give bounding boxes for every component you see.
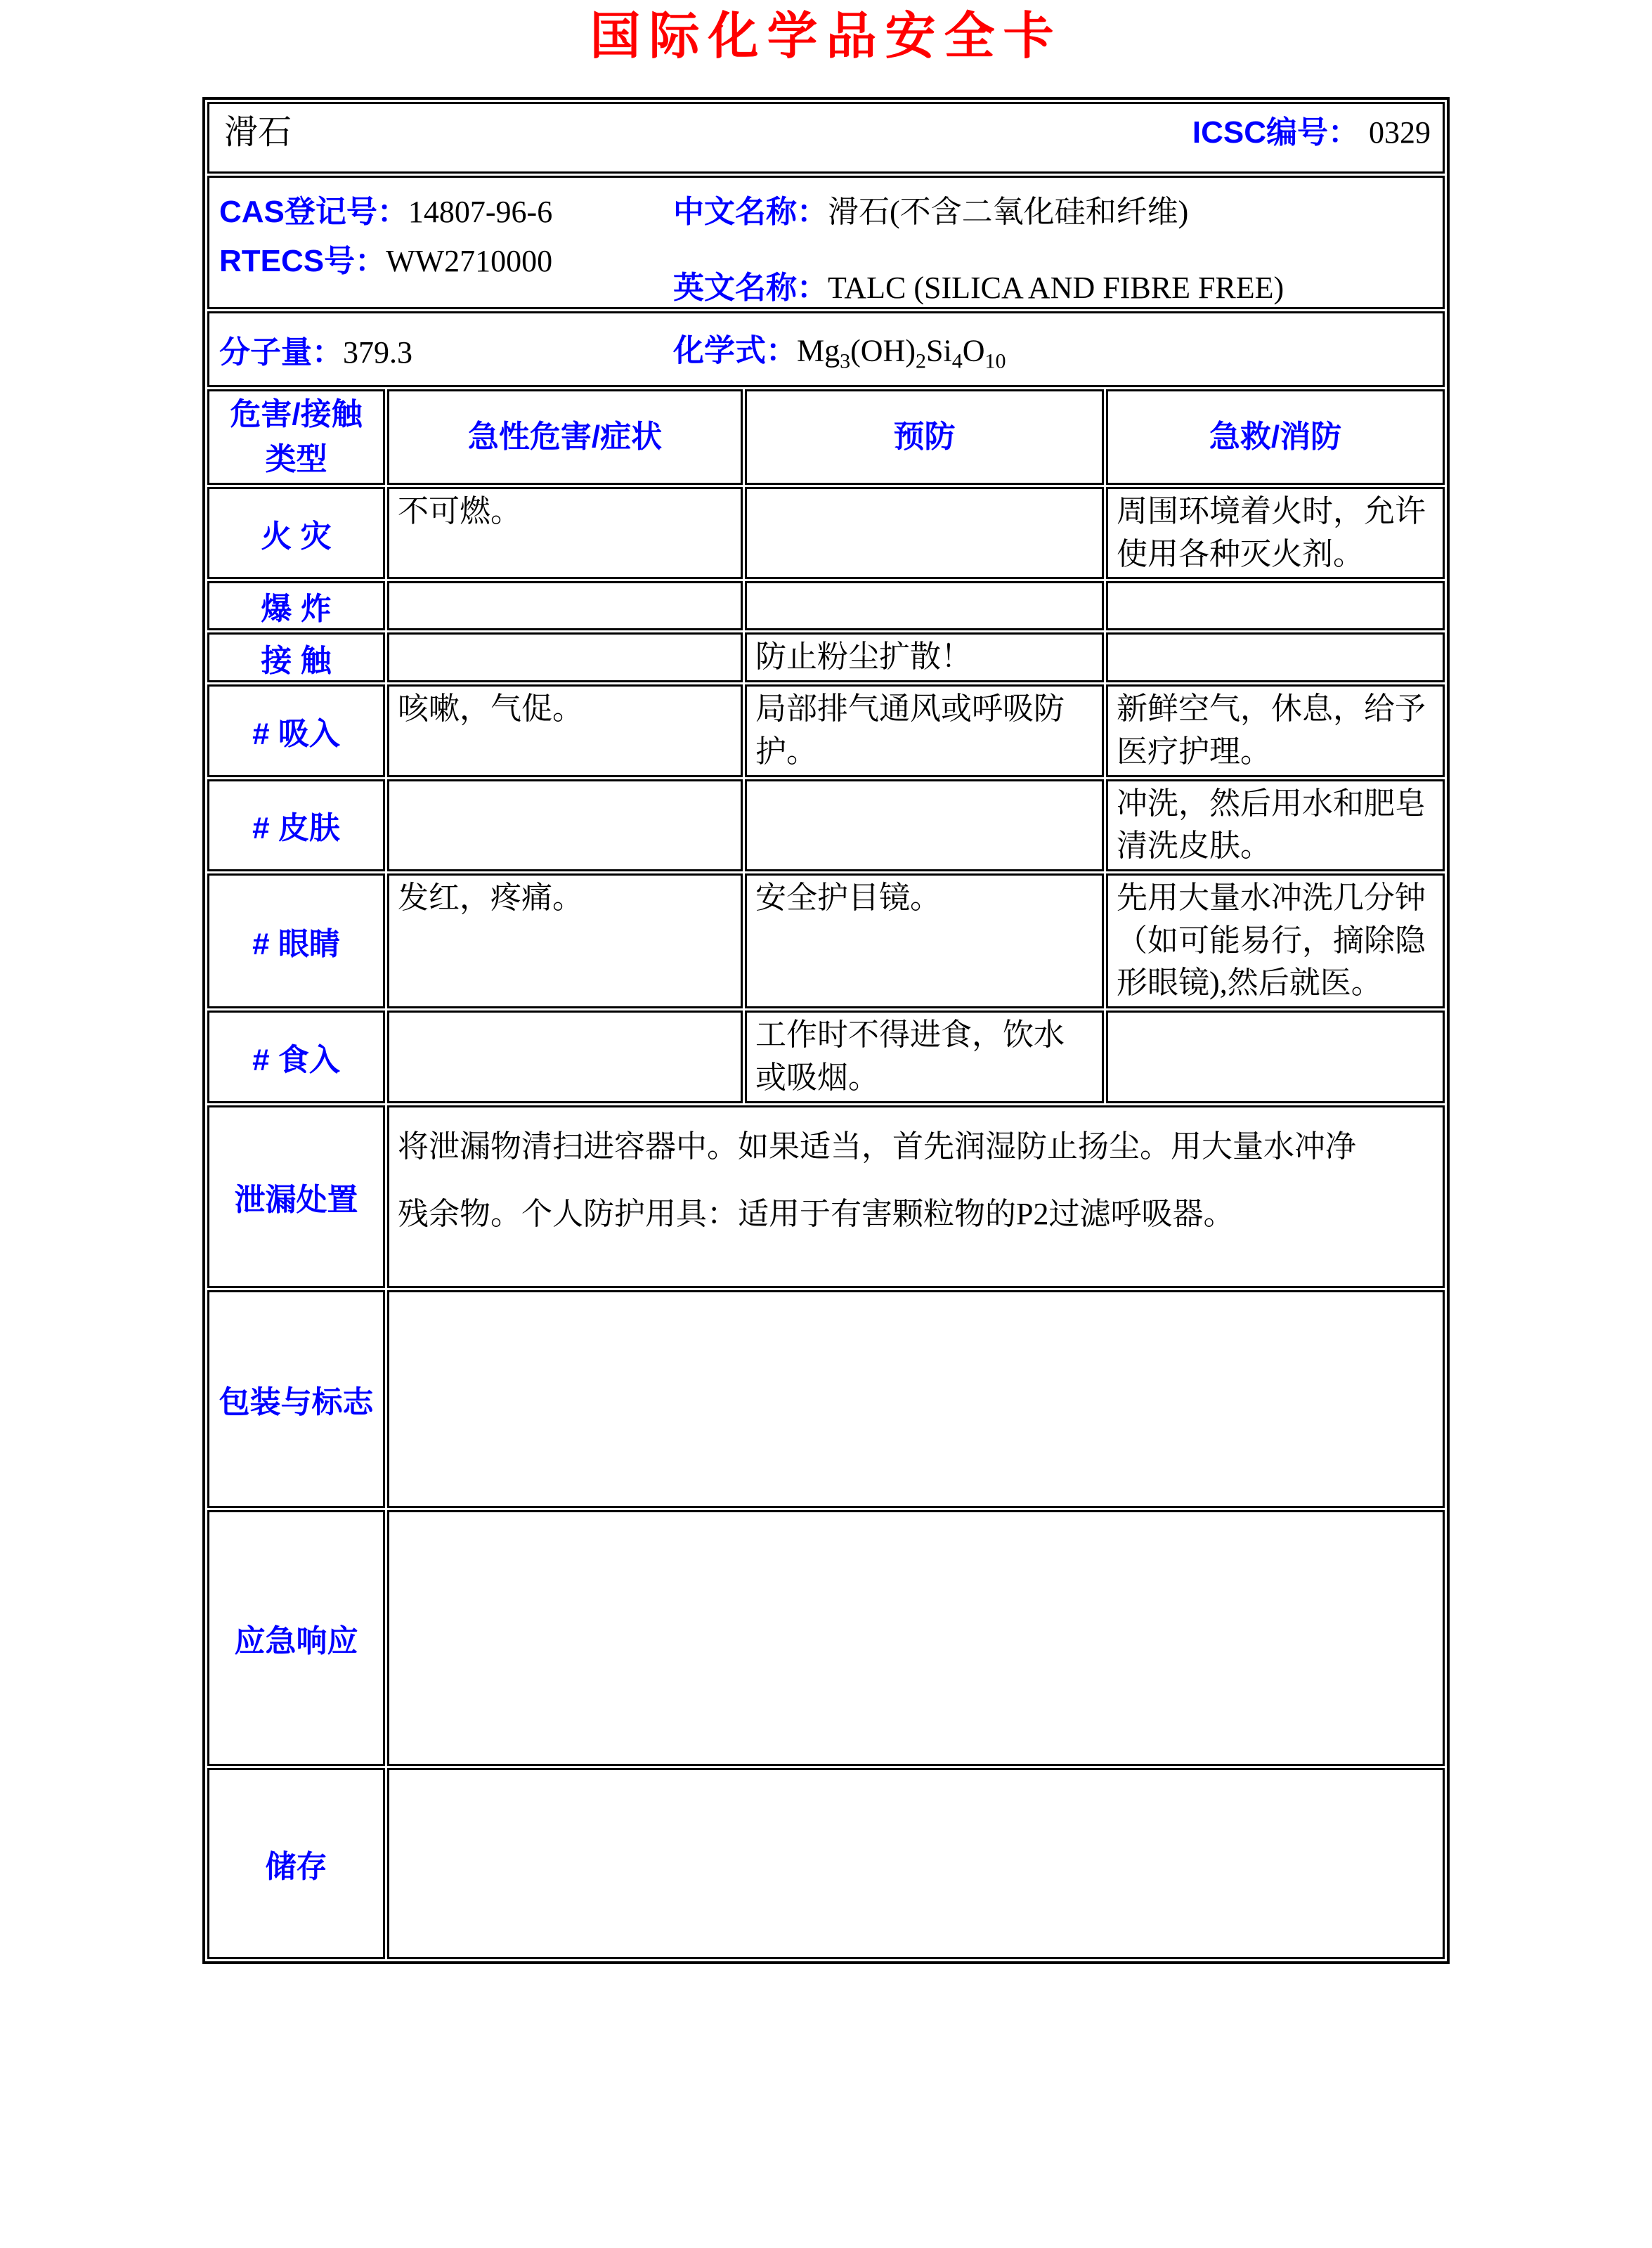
cas-label: CAS登记号： bbox=[219, 195, 408, 229]
card-header-content bbox=[210, 105, 1442, 153]
firstaid-cell: 先用大量水冲洗几分钟（如可能易行，摘除隐形眼镜),然后就医。 bbox=[1106, 873, 1445, 1008]
formula-line bbox=[673, 325, 1006, 374]
symptoms-cell bbox=[387, 779, 743, 871]
formula-row bbox=[207, 311, 1445, 387]
hazard-row-inhalation bbox=[207, 684, 1445, 777]
hazard-type-cell: 火 灾 bbox=[207, 487, 385, 579]
hazard-row-skin bbox=[207, 779, 1445, 871]
firstaid-cell bbox=[1106, 581, 1445, 630]
hazard-header-type: 危害/接触 类型 bbox=[207, 389, 385, 485]
symptoms-cell bbox=[387, 1011, 743, 1103]
icsc-card-table bbox=[202, 97, 1450, 1964]
rtecs-value: WW2710000 bbox=[386, 244, 553, 278]
firstaid-cell bbox=[1106, 1011, 1445, 1103]
hazard-type-cell: # 眼睛 bbox=[207, 873, 385, 1008]
firstaid-cell: 周围环境着火时，允许使用各种灭火剂。 bbox=[1106, 487, 1445, 579]
section-label-cell: 泄漏处置 bbox=[207, 1105, 385, 1288]
hazard-type-cell: # 吸入 bbox=[207, 684, 385, 777]
english-name-label: 英文名称： bbox=[673, 271, 828, 305]
symptoms-cell: 咳嗽，气促。 bbox=[387, 684, 743, 777]
formula-cell bbox=[207, 311, 1445, 387]
icsc-number-value: 0329 bbox=[1369, 115, 1431, 150]
identification-row bbox=[207, 176, 1445, 309]
section-content-cell bbox=[387, 1290, 1445, 1508]
chemical-formula: $Mg_3(OH)_2Si_4O_{10}$ bbox=[797, 333, 1006, 373]
hazard-header-symptoms: 急性危害/症状 bbox=[387, 389, 743, 485]
card-header-cell bbox=[207, 102, 1445, 174]
hazard-header-row bbox=[207, 389, 1445, 485]
english-name-line bbox=[673, 262, 1284, 307]
prevention-cell bbox=[745, 487, 1104, 579]
identification-cell bbox=[207, 176, 1445, 309]
firstaid-cell: 新鲜空气，休息，给予医疗护理。 bbox=[1106, 684, 1445, 777]
icsc-number-label: ICSC编号： bbox=[1192, 115, 1359, 150]
hazard-type-cell: 接 触 bbox=[207, 632, 385, 682]
section-row-packaging bbox=[207, 1290, 1445, 1508]
section-row-spillage bbox=[207, 1105, 1445, 1288]
chinese-name-value: 滑石(不含二氧化硅和纤维) bbox=[828, 195, 1189, 229]
section-label-cell: 应急响应 bbox=[207, 1510, 385, 1766]
formula-label: 化学式： bbox=[673, 333, 797, 368]
prevention-cell: 局部排气通风或呼吸防护。 bbox=[745, 684, 1104, 777]
icsc-number bbox=[1192, 107, 1431, 152]
prevention-cell bbox=[745, 779, 1104, 871]
hazard-row-ingestion bbox=[207, 1011, 1445, 1103]
english-name-value: TALC (SILICA AND FIBRE FREE) bbox=[828, 271, 1284, 305]
hazard-row-explosion bbox=[207, 581, 1445, 630]
hazard-row-exposure bbox=[207, 632, 1445, 682]
chinese-name-line bbox=[673, 186, 1188, 231]
hazard-type-cell: # 食入 bbox=[207, 1011, 385, 1103]
chinese-name-label: 中文名称： bbox=[673, 195, 828, 229]
prevention-cell bbox=[745, 581, 1104, 630]
section-content-cell bbox=[387, 1768, 1445, 1959]
cas-value: 14807-96-6 bbox=[408, 195, 553, 229]
hazard-header-prevention: 预防 bbox=[745, 389, 1104, 485]
molecular-weight-line bbox=[219, 327, 412, 372]
section-label-cell: 包装与标志 bbox=[207, 1290, 385, 1508]
card-header-row bbox=[207, 102, 1445, 174]
prevention-cell: 安全护目镜。 bbox=[745, 873, 1104, 1008]
section-content-cell bbox=[387, 1510, 1445, 1766]
page-title: 国际化学品安全卡 bbox=[590, 8, 1062, 65]
hazard-header-firstaid: 急救/消防 bbox=[1106, 389, 1445, 485]
symptoms-cell: 发红，疼痛。 bbox=[387, 873, 743, 1008]
section-row-storage bbox=[207, 1768, 1445, 1959]
symptoms-cell bbox=[387, 581, 743, 630]
section-content-cell: 将泄漏物清扫进容器中。如果适当，首先润湿防止扬尘。用大量水冲净残余物。个人防护用具：适用于有害颗粒物的P2过滤呼吸器。 bbox=[387, 1105, 1445, 1288]
rtecs-label: RTECS号： bbox=[219, 244, 386, 278]
cas-line bbox=[219, 186, 552, 231]
molecular-weight-value: 379.3 bbox=[343, 335, 412, 370]
hazard-row-fire bbox=[207, 487, 1445, 579]
prevention-cell: 工作时不得进食，饮水或吸烟。 bbox=[745, 1011, 1104, 1103]
hazard-row-eyes bbox=[207, 873, 1445, 1008]
symptoms-cell bbox=[387, 632, 743, 682]
substance-name: 滑石 bbox=[224, 114, 292, 151]
firstaid-cell: 冲洗，然后用水和肥皂清洗皮肤。 bbox=[1106, 779, 1445, 871]
hazard-type-cell: 爆 炸 bbox=[207, 581, 385, 630]
section-row-emergency bbox=[207, 1510, 1445, 1766]
section-label-cell: 储存 bbox=[207, 1768, 385, 1959]
molecular-weight-label: 分子量： bbox=[219, 335, 343, 370]
hazard-type-cell: # 皮肤 bbox=[207, 779, 385, 871]
prevention-cell: 防止粉尘扩散！ bbox=[745, 632, 1104, 682]
firstaid-cell bbox=[1106, 632, 1445, 682]
rtecs-line bbox=[219, 235, 552, 280]
symptoms-cell: 不可燃。 bbox=[387, 487, 743, 579]
